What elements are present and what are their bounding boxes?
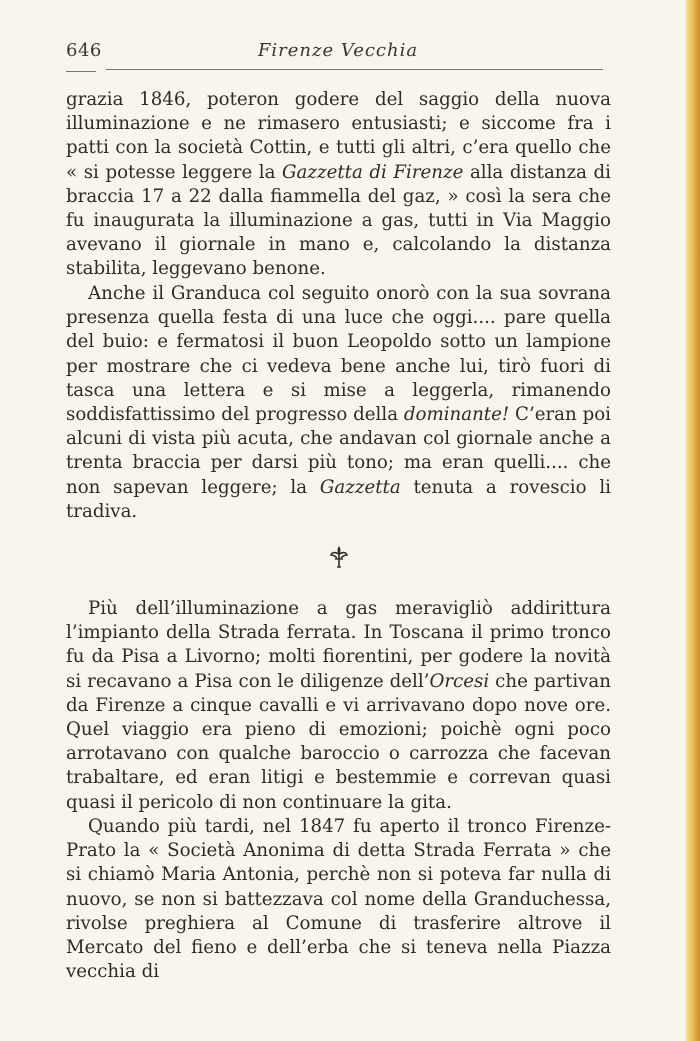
paragraph-2-part-3: C’eran poi alcuni di vista più acuta, che andavan col giornale anche a trenta braccia per darsi più tono; ma eran quelli.... che non sapevan leggere; la	[66, 404, 611, 498]
body-paragraph-1	[66, 88, 611, 282]
paragraph-1-italic-gazzetta-di-firenze: Gazzetta di Firenze	[282, 161, 464, 183]
paragraph-4-part-1: Quando più tardi, nel 1847 fu aperto il tronco Firenze-Prato la « Società Anonima di detta Strada Ferrata » che si chiamò Maria Antonia, perchè non si poteva far nulla di nuovo, se non si battezzava col nome della Granduchessa, rivolse preghiera al Comune di trasferire altrove il Mercato del fieno e dell’erba che si teneva nella Piazza vecchia di	[66, 816, 611, 983]
page-number: 646	[66, 40, 102, 61]
paragraph-4-text	[66, 815, 611, 984]
body-paragraph-4	[66, 815, 611, 984]
body-paragraph-3	[66, 597, 611, 815]
running-title: Firenze Vecchia	[257, 40, 419, 61]
paragraph-1-part-3: alla distanza di braccia 17 a 22 dalla fiammella del gaz, » così la sera che fu inaugurata la illuminazione a gas, tutti in Via Maggio avevano il giornale in mano e, calcolando la distanza stabilita, leggevano benone.	[66, 161, 611, 280]
paragraph-3-text	[66, 597, 611, 815]
paragraph-2-text	[66, 282, 611, 524]
header-rule-left	[66, 71, 96, 72]
fleur-de-lis-icon	[327, 544, 351, 570]
header-rule	[106, 69, 603, 70]
paragraph-2-part-1: Anche il Granduca col seguito onorò con la sua sovrana presenza quella festa di una luce che oggi.... pare quella del buio: e fermatosi il buon Leopoldo sotto un lampione per mostrare che ci vedeva bene anche lui, tirò fuori di tasca una lettera e si mise a leggerla, rimanendo soddisfattissimo del progresso della	[66, 283, 611, 426]
paragraph-2-italic-gazzetta: Gazzetta	[319, 476, 401, 498]
paragraph-1-text	[66, 88, 611, 282]
paragraph-2-italic-dominante: dominante!	[403, 404, 510, 426]
page-edge	[686, 0, 700, 1041]
paragraph-3-italic-orcesi: Orcesi	[429, 670, 490, 692]
paragraph-2-part-5: tenuta a rovescio li tradiva.	[66, 476, 611, 522]
paragraph-1-part-1: grazia 1846, poteron godere del saggio della nuova illuminazione e ne rimasero entusiasti; e siccome fra i patti con la società Cottin, e tutti gli altri, c’era quello che « si potesse leggere la	[66, 89, 611, 183]
running-header	[66, 40, 610, 70]
body-paragraph-2	[66, 282, 611, 524]
paragraph-3-part-3: che partivan da Firenze a cinque cavalli e vi arrivavano dopo nove ore. Quel viaggio era pieno di emozioni; poichè ogni poco arrotavano con qualche baroccio o carrozza che facevan trabaltare, ed eran litigi e bestemmie e correvan quasi quasi il pericolo di non continuare la gita.	[66, 670, 611, 813]
paragraph-3-part-1: Più dell’illuminazione a gas meravigliò addirittura l’impianto della Strada ferrata. In Toscana il primo tronco fu da Pisa a Livorno; molti fiorentini, per godere la novità si recavano a Pisa con le diligenze dell’	[66, 598, 611, 692]
